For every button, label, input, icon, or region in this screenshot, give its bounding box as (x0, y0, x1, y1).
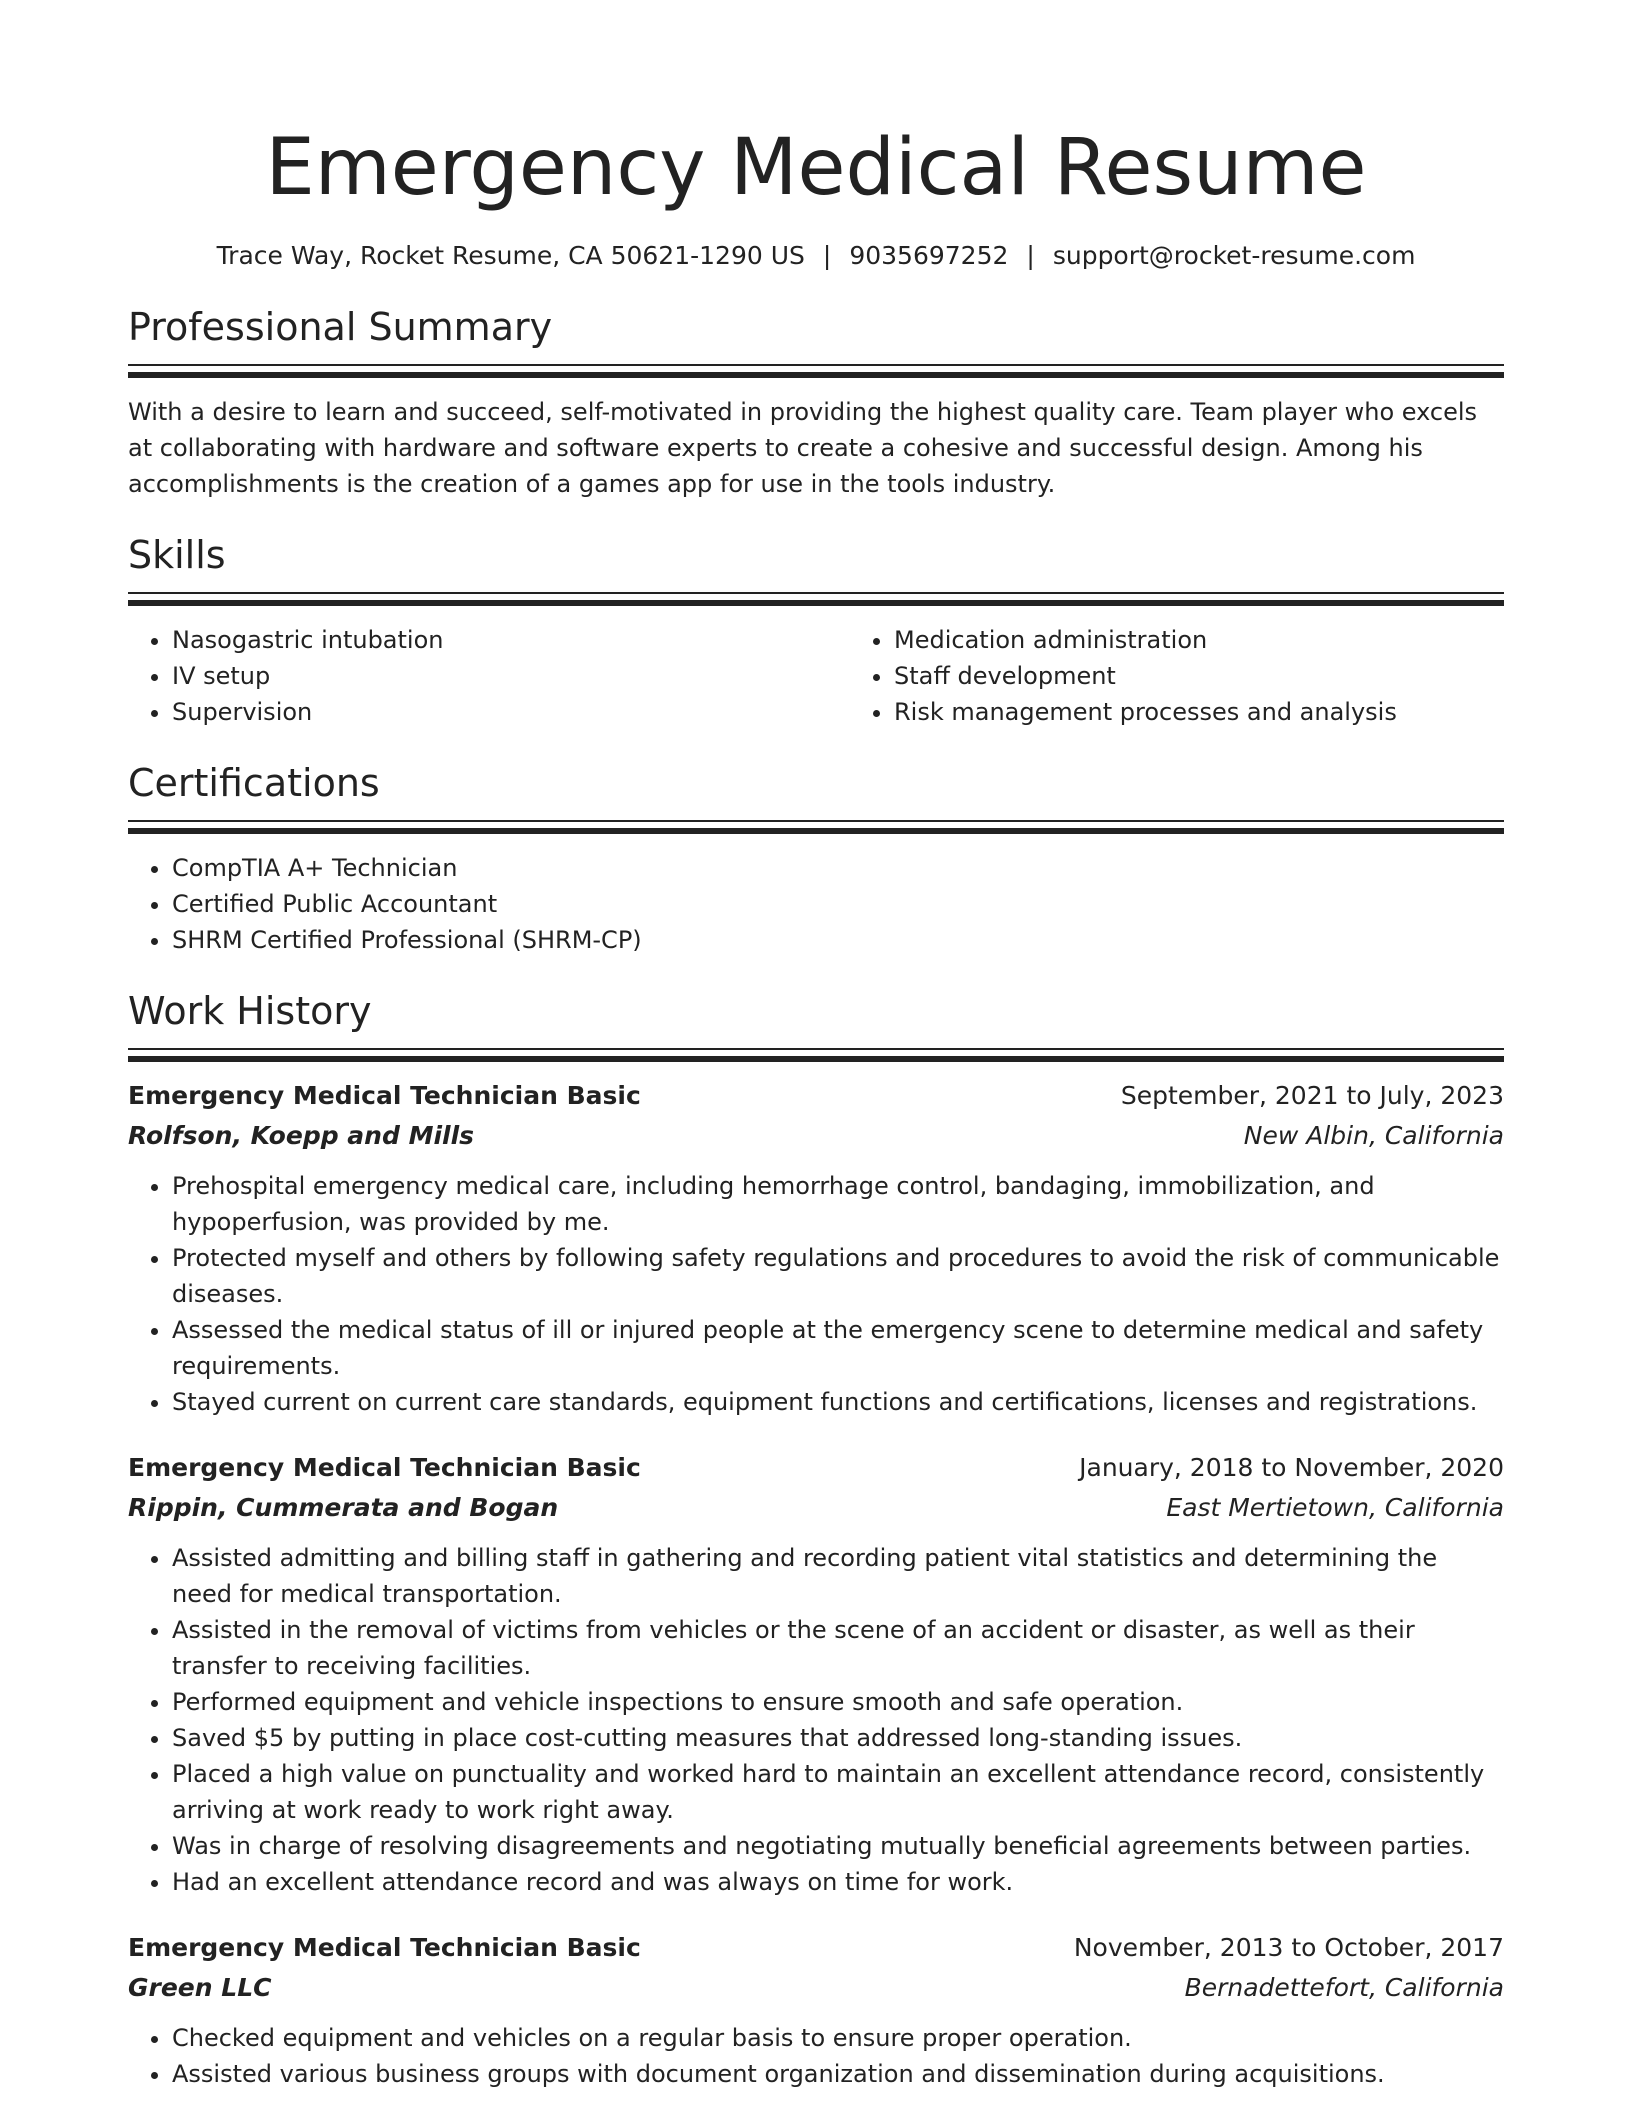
job-header-row (128, 1928, 1504, 1968)
resume-name: Emergency Medical Resume (265, 123, 1367, 213)
job-title: Emergency Medical Technician Basic (128, 1453, 641, 1482)
contact-separator: | (822, 241, 832, 270)
skill-item: • Nasogastric intubation (172, 622, 850, 658)
contact-email: support@rocket-resume.com (1052, 241, 1416, 270)
work-history-section (128, 988, 1504, 2092)
skill-item: • Staff development (894, 658, 1504, 694)
job-duty: • Performed equipment and vehicle inspections to ensure smooth and safe operation. (172, 1684, 1504, 1720)
skills-section (128, 532, 1504, 730)
skills-list-left (128, 622, 850, 730)
section-divider (128, 592, 1504, 606)
job-entry (128, 1928, 1504, 2092)
job-duty: • Saved $5 by putting in place cost-cutting measures that addressed long-standing issues. (172, 1720, 1504, 1756)
skills-grid (128, 622, 1504, 730)
job-duty: • Protected myself and others by following safety regulations and procedures to avoid the risk of communicable diseases. (172, 1240, 1504, 1312)
summary-text: With a desire to learn and succeed, self-motivated in providing the highest quality care. Team player who excels at collaborating with hardware and software experts to create a cohesive and successful design. Among his accomplishments is the creation of a games app for use in the tools industry. (128, 398, 1478, 498)
section-title-work-history: Work History (128, 989, 372, 1033)
job-duties-list (128, 1168, 1504, 1420)
job-duty: • Stayed current on current care standards, equipment functions and certifications, licenses and registrations. (172, 1384, 1504, 1420)
job-title: Emergency Medical Technician Basic (128, 1081, 641, 1110)
section-title-skills: Skills (128, 533, 226, 577)
contact-separator: | (1026, 241, 1035, 270)
job-duties-list (128, 2020, 1504, 2092)
skill-item: • IV setup (172, 658, 850, 694)
section-title-certifications: Certifications (128, 761, 380, 805)
job-duty: • Checked equipment and vehicles on a regular basis to ensure proper operation. (172, 2020, 1504, 2056)
job-header-row (128, 1448, 1504, 1488)
section-divider (128, 820, 1504, 834)
job-duty: • Was in charge of resolving disagreements and negotiating mutually beneficial agreements between parties. (172, 1828, 1504, 1864)
job-company: Green LLC (128, 1973, 272, 2002)
job-header-row (128, 1076, 1504, 1116)
certification-item: • Certified Public Accountant (172, 886, 1504, 922)
job-duty: • Assisted admitting and billing staff in gathering and recording patient vital statistics and determining the need for medical transportation. (172, 1540, 1504, 1612)
job-dates: January, 2018 to November, 2020 (1079, 1453, 1504, 1482)
job-dates: November, 2013 to October, 2017 (1073, 1933, 1504, 1962)
job-entry (128, 1076, 1504, 1420)
job-location: East Mertietown, California (1166, 1493, 1504, 1522)
section-title-summary: Professional Summary (128, 305, 553, 349)
contact-address: Trace Way, Rocket Resume, CA 50621-1290 US (216, 241, 805, 270)
skill-item: • Medication administration (894, 622, 1504, 658)
job-company: Rippin, Cummerata and Bogan (128, 1493, 559, 1522)
job-duty: • Had an excellent attendance record and was always on time for work. (172, 1864, 1504, 1900)
skill-item: • Supervision (172, 694, 850, 730)
summary-section (128, 304, 1504, 502)
job-subheader-row (128, 1968, 1504, 2008)
certification-item: • CompTIA A+ Technician (172, 850, 1504, 886)
job-title: Emergency Medical Technician Basic (128, 1933, 641, 1962)
certification-item: • SHRM Certified Professional (SHRM-CP) (172, 922, 1504, 958)
job-subheader-row (128, 1116, 1504, 1156)
job-entry (128, 1448, 1504, 1900)
job-duty: • Placed a high value on punctuality and worked hard to maintain an excellent attendance record, consistently arriving at work ready to work right away. (172, 1756, 1504, 1828)
job-location: New Albin, California (1243, 1121, 1504, 1150)
job-duties-list (128, 1540, 1504, 1900)
job-company: Rolfson, Koepp and Mills (128, 1121, 475, 1150)
job-duty: • Assisted in the removal of victims from vehicles or the scene of an accident or disaster, as well as their transfer to receiving facilities. (172, 1612, 1504, 1684)
resume-page (128, 0, 1504, 2092)
contact-phone: 9035697252 (849, 241, 1009, 270)
certifications-list (128, 850, 1504, 958)
job-location: Bernadettefort, California (1184, 1973, 1504, 2002)
section-divider (128, 364, 1504, 378)
section-divider (128, 1048, 1504, 1062)
job-subheader-row (128, 1488, 1504, 1528)
job-duty: • Prehospital emergency medical care, including hemorrhage control, bandaging, immobilization, and hypoperfusion, was provided by me. (172, 1168, 1504, 1240)
contact-line (128, 240, 1504, 272)
job-dates: September, 2021 to July, 2023 (1120, 1081, 1504, 1110)
job-duty: • Assisted various business groups with document organization and dissemination during acquisitions. (172, 2056, 1504, 2092)
certifications-section (128, 760, 1504, 958)
skill-item: • Risk management processes and analysis (894, 694, 1504, 730)
skills-list-right (850, 622, 1504, 730)
job-duty: • Assessed the medical status of ill or injured people at the emergency scene to determine medical and safety requirements. (172, 1312, 1504, 1384)
